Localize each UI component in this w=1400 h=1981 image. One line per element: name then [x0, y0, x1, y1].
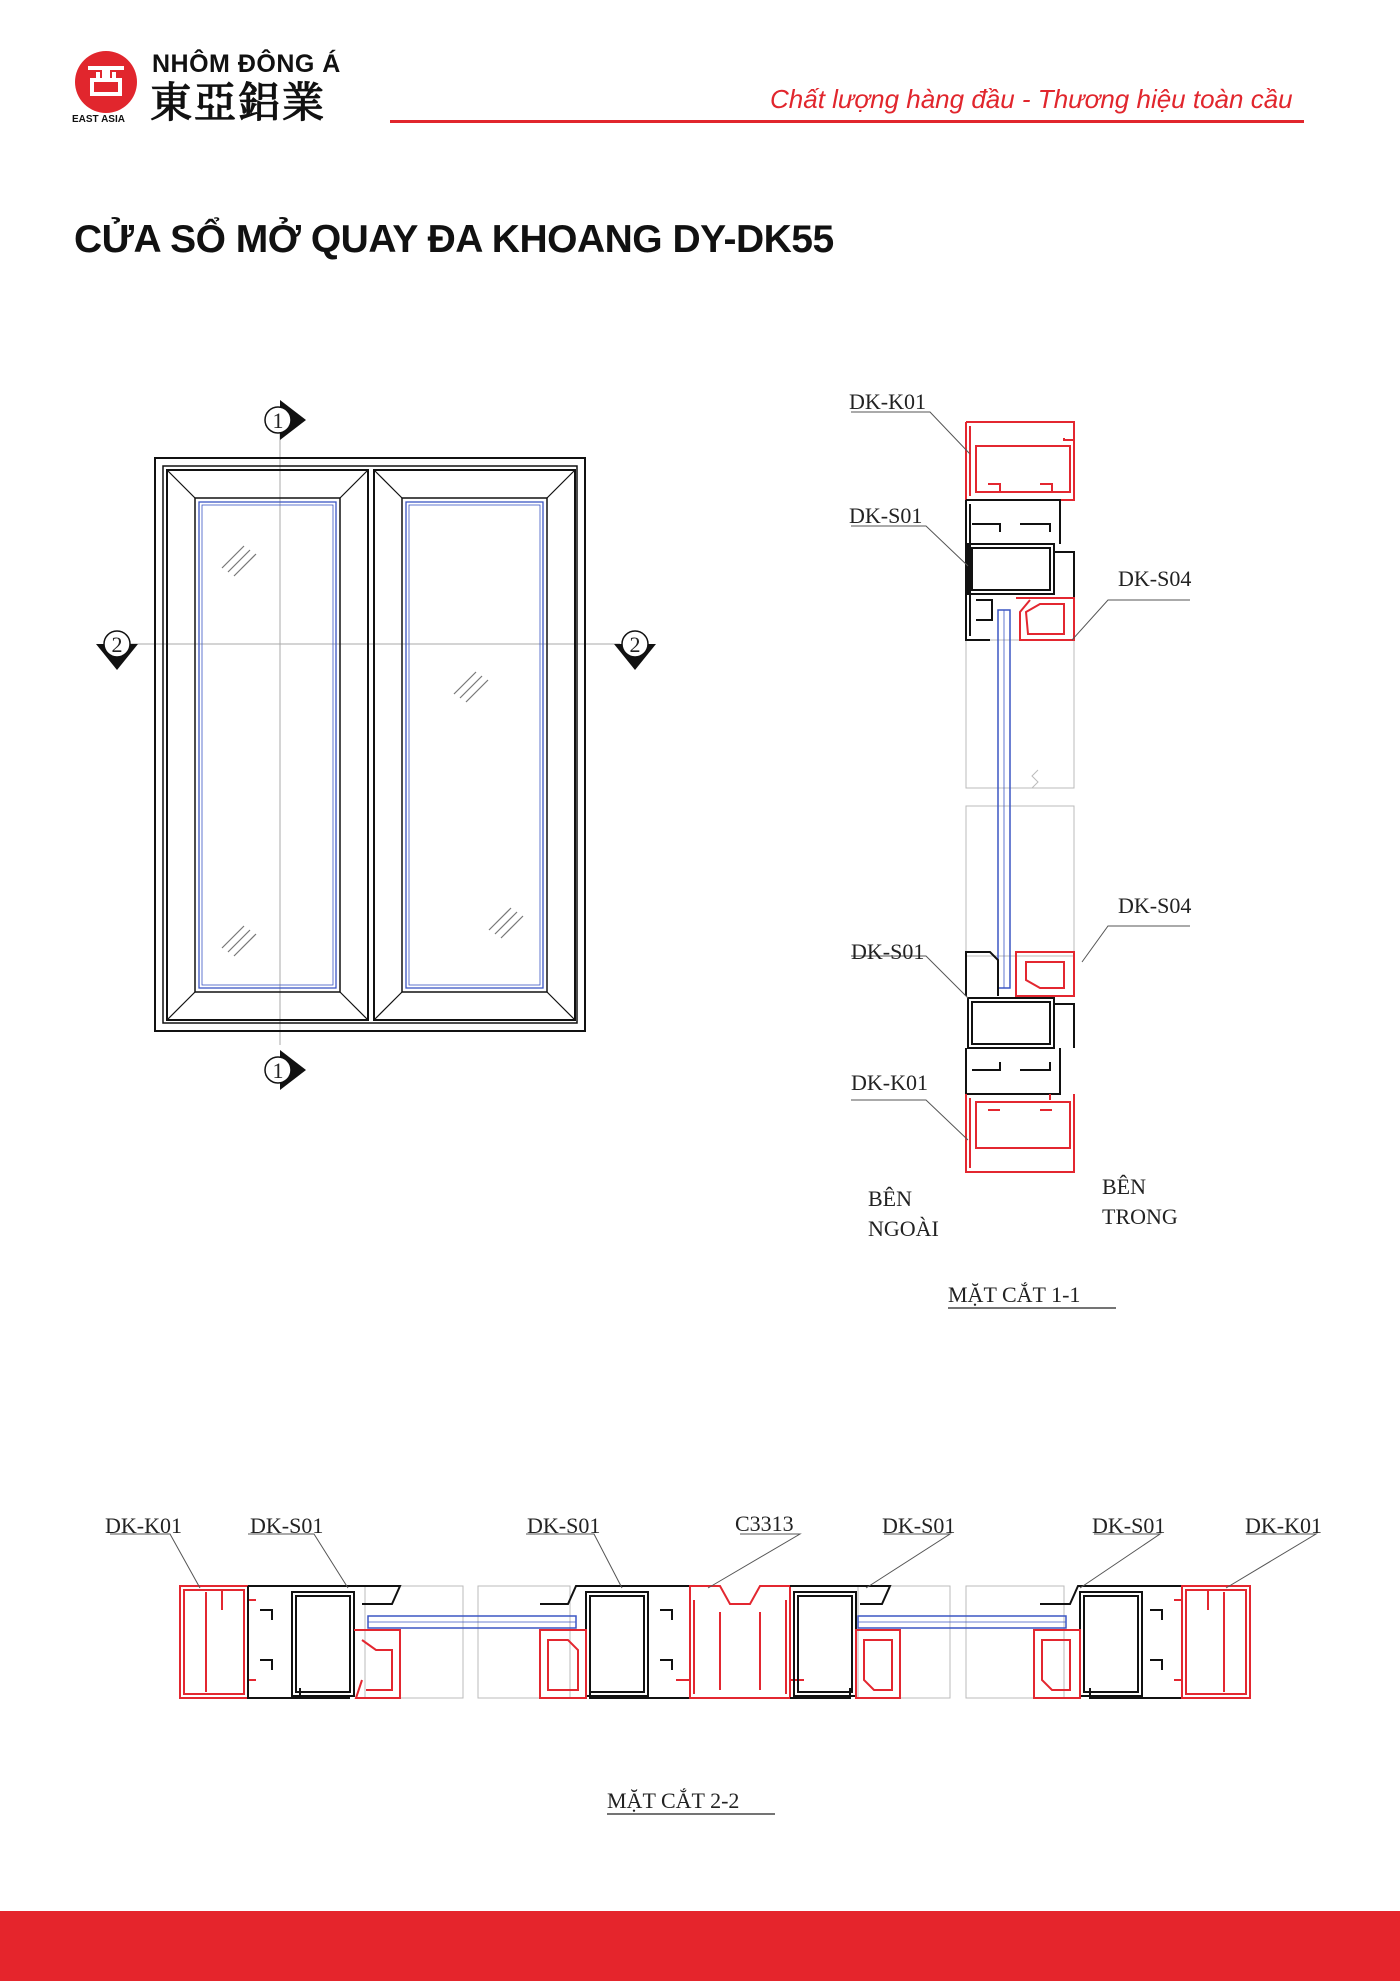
label-s04-bottom: DK-S04: [1118, 893, 1192, 918]
profile-2-dk-k01-left: [180, 1586, 256, 1698]
section-marker-icon: [265, 1050, 306, 1090]
glass-hatch-icon: [222, 926, 256, 956]
marker-2-right: 2: [629, 632, 641, 657]
brand-vietnamese: NHÔM ĐÔNG Á: [152, 50, 341, 78]
footer-bar: [0, 1911, 1400, 1981]
section-marker-icon: [265, 400, 306, 440]
outside-label-line1: BÊN: [868, 1186, 912, 1211]
profile-2-dk-s04-left: [354, 1630, 400, 1698]
inside-label-line1: BÊN: [1102, 1174, 1146, 1199]
label-2-dk-s01-left: DK-S01: [250, 1513, 324, 1538]
glass-hatch-icon: [489, 908, 523, 938]
inside-label-line2: TRONG: [1102, 1204, 1178, 1229]
section-marker-icon: [96, 631, 138, 670]
section-2-caption: MẶT CẮT 2-2: [607, 1788, 740, 1813]
label-s01-top: DK-S01: [849, 503, 923, 528]
page-title: CỬA SỔ MỞ QUAY ĐA KHOANG DY-DK55: [74, 218, 834, 261]
profile-2-dk-s04-right: [1034, 1630, 1080, 1698]
label-2-c3313: C3313: [735, 1511, 794, 1536]
profile-dk-k01-bottom: [966, 1094, 1074, 1172]
marker-1-top: 1: [272, 408, 284, 433]
section-1-caption: MẶT CẮT 1-1: [948, 1282, 1081, 1307]
right-sash: [374, 470, 575, 1020]
marker-1-bottom: 1: [272, 1058, 284, 1083]
profile-dk-s04-top: [1016, 598, 1074, 640]
profile-2-dk-k01-right: [1174, 1586, 1250, 1698]
left-sash: [167, 470, 368, 1020]
brand-chinese: 東亞鋁業: [150, 78, 327, 127]
profile-dk-k01-top: [966, 422, 1074, 500]
label-2-dk-s01-mid-left: DK-S01: [527, 1513, 601, 1538]
label-k01-bottom: DK-K01: [851, 1070, 928, 1095]
outside-label-line2: NGOÀI: [868, 1216, 939, 1241]
window-elevation: [96, 400, 656, 1090]
label-k01-top: DK-K01: [849, 389, 926, 414]
profile-2-c3313: [676, 1586, 804, 1698]
profile-2-dk-s04-mid-right: [856, 1630, 900, 1698]
label-2-dk-s01-mid-right: DK-S01: [882, 1513, 956, 1538]
profile-2-dk-s01-left: [248, 1586, 400, 1698]
label-2-dk-k01-right: DK-K01: [1245, 1513, 1322, 1538]
brand-english: EAST ASIA: [72, 114, 125, 125]
section-marker-icon: [614, 631, 656, 670]
section-2-2: [105, 1511, 1322, 1814]
profile-2-dk-s01-mid-right: [790, 1586, 890, 1698]
label-s04-top: DK-S04: [1118, 566, 1192, 591]
label-s01-bottom: DK-S01: [851, 939, 925, 964]
marker-2-left: 2: [111, 632, 123, 657]
profile-2-dk-s01-right: [1040, 1586, 1182, 1698]
glass-hatch-icon: [222, 546, 256, 576]
profile-dk-s01-bottom: [966, 952, 1074, 1094]
profile-2-dk-s01-mid-left: [540, 1586, 690, 1698]
profile-dk-s04-bottom: [1016, 952, 1074, 996]
profile-2-dk-s04-mid-left: [540, 1630, 586, 1698]
section-1-1: [849, 389, 1191, 1308]
glass-hatch-icon: [454, 672, 488, 702]
slogan: Chất lượng hàng đầu - Thương hiệu toàn cầu: [770, 84, 1293, 114]
label-2-dk-s01-right: DK-S01: [1092, 1513, 1166, 1538]
label-2-dk-k01-left: DK-K01: [105, 1513, 182, 1538]
